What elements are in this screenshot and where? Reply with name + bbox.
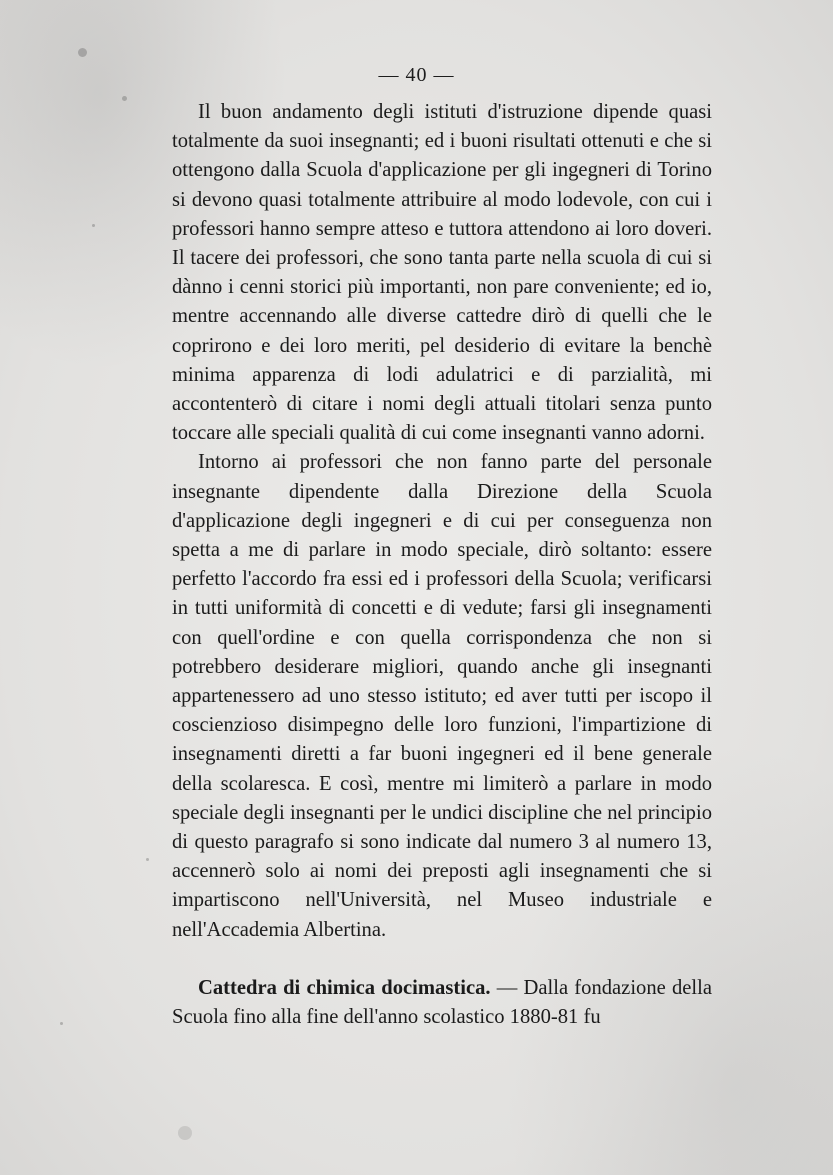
paper-speck: [122, 96, 127, 101]
section-paragraph: [172, 974, 712, 1032]
paper-speck: [178, 1126, 192, 1140]
body-text: [172, 98, 712, 1032]
page-number: — 40 —: [378, 64, 455, 86]
paragraph-professors-intro: Il buon andamento degli istituti d'istruzione dipende quasi totalmente da suoi insegnanti; ed i buoni risultati ottenuti e che si ottengono dalla Scuola d'applicazione per gli ingegneri di Torino si devono quasi totalmente attribuire al modo lodevole, con cui i professori hanno sempre atteso e tuttora attendono ai loro doveri. Il tacere dei professori, che sono tanta parte nella scuola di cui si dànno i cenni storici più importanti, non pare conveniente; ed io, mentre accennando alle diverse cattedre dirò di quelli che le coprirono e dei loro meriti, pel desiderio di evitare la benchè minima apparenza di lodi adulatrici e di parzialità, mi accontenterò di citare i nomi degli attuali titolari senza punto toccare alle speciali qualità di cui come insegnanti vanno adorni.: [172, 101, 712, 445]
paragraph-external-professors: Intorno ai professori che non fanno parte del personale insegnante dipendente dalla Direzione della Scuola d'applicazione degli ingegneri e di cui per conseguenza non spetta a me di parlare in modo speciale, dirò soltanto: essere perfetto l'accordo fra essi ed i professori della Scuola; verificarsi in tutti uniformità di concetti e di vedute; farsi gli insegnamenti con quell'ordine e con quella corrispondenza che non si potrebbero desiderare migliori, quando anche gli insegnanti appartenessero ad uno stesso istituto; ed aver tutti per iscopo il coscienzioso disimpegno delle loro funzioni, l'impartizione di insegnamenti diretti a far buoni ingegneri ed il bene generale della scolaresca. E così, mentre mi limiterò a parlare in modo speciale degli insegnanti per le undici discipline che nel principio di questo paragrafo si sono indicate dal numero 3 al numero 13, accennerò solo ai nomi dei preposti agli insegnamenti che si impartiscono nell'Università, nel Museo industriale e nell'Accademia Albertina.: [172, 451, 712, 941]
section-spacer: [172, 945, 712, 974]
section-heading: Cattedra di chimica docimastica.: [198, 976, 491, 999]
paper-speck: [78, 48, 87, 57]
paper-speck: [92, 224, 95, 227]
section-text: — Dalla fondazione della Scuola fino alla fine dell'anno scolastico 1880-81 fu: [172, 976, 712, 1029]
paper-speck: [60, 1022, 63, 1025]
paper-speck: [146, 858, 149, 861]
